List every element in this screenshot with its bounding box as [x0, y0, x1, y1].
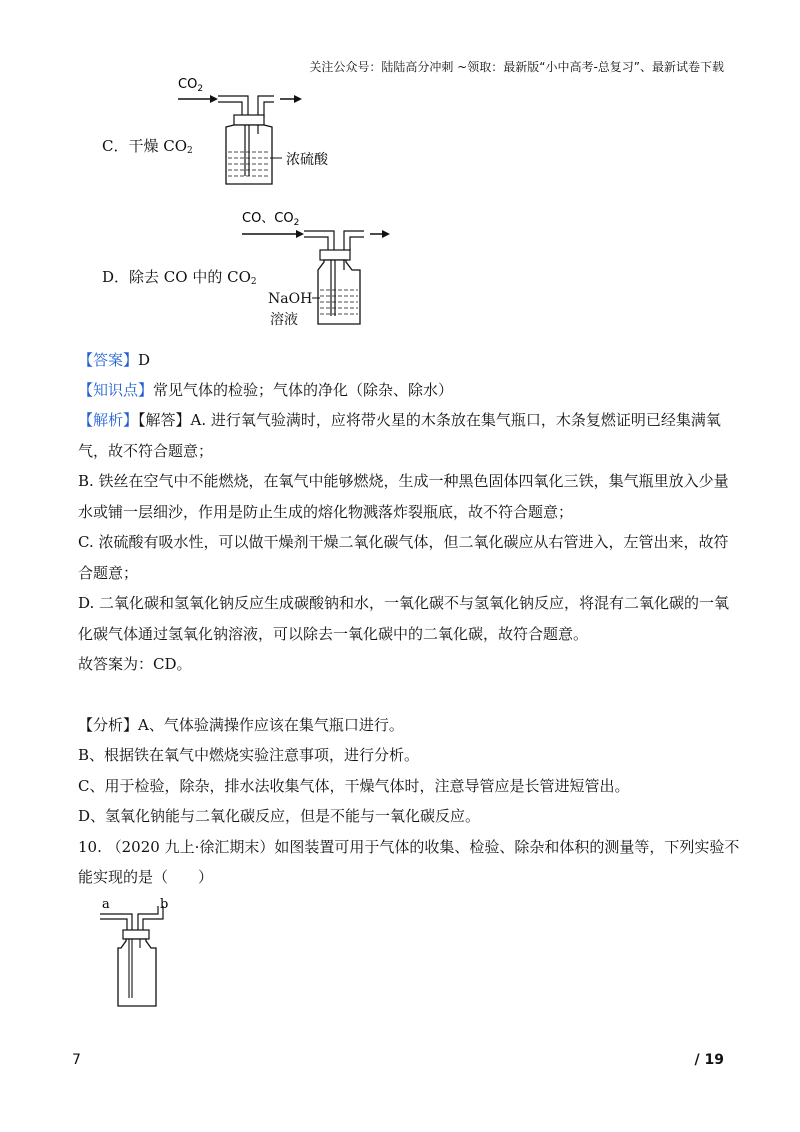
analysis-line-3: B. 铁丝在空气中不能燃烧，在氧气中能够燃烧，生成一种黑色固体四氧化三铁，集气瓶里放入少量 [78, 472, 729, 490]
analysis-line-6: 合题意； [78, 564, 139, 582]
knowledge-line: 【知识点】常见气体的检验；气体的净化（除杂、除水） [78, 381, 454, 399]
option-c-label: C．干燥 $CO_2$ [102, 137, 193, 156]
option-c-figure [170, 72, 360, 187]
reagent-label-solution: 溶液 [270, 312, 298, 328]
question-10-line-1: 10. （2020 九上·徐汇期末）如图装置可用于气体的收集、检验、除杂和体积的测量等，下列实验不 [78, 838, 740, 856]
question-10-figure [96, 896, 186, 1011]
gas-label: CO、$CO_2$ [242, 211, 300, 228]
answer-tag: 【答案】 [78, 351, 139, 369]
page-total: / 19 [694, 1052, 724, 1068]
question-10-line-2: 能实现的是（ ） [78, 868, 214, 886]
analysis-line-8: 化碳气体通过氢氧化钠溶液，可以除去一氧化碳中的二氧化碳，故符合题意。 [78, 625, 589, 643]
answer-line: 【答案】D [78, 351, 151, 369]
label-a: a [102, 897, 110, 912]
knowledge-tag: 【知识点】 [78, 381, 154, 399]
analysis-line-7: D. 二氧化碳和氢氧化钠反应生成碳酸钠和水，一氧化碳不与氢氧化钠反应，将混有二氧化碳的一氧 [78, 594, 730, 612]
page-header: 关注公众号：陆陆高分冲刺 ~领取：最新版“小中高考-总复习”、最新试卷下载 [309, 60, 724, 74]
page-number: 7 [72, 1052, 81, 1068]
analysis-tag: 【解析】 [78, 411, 139, 429]
fenxi-line-4: D、氢氧化钠能与二氧化碳反应，但是不能与一氧化碳反应。 [78, 807, 481, 825]
fenxi-line-2: B、根据铁在氧气中燃烧实验注意事项，进行分析。 [78, 746, 420, 764]
reagent-label-naoh: NaOH [268, 291, 313, 307]
analysis-line-2: 气，故不符合题意； [78, 442, 214, 460]
label-b: b [160, 897, 169, 912]
option-d-figure [236, 206, 406, 328]
fenxi-line-1: 【分析】A、气体验满操作应该在集气瓶口进行。 [78, 716, 404, 734]
reagent-label: 浓硫酸 [286, 152, 328, 168]
option-d-label: D．除去 CO 中的 $CO_2$ [102, 268, 257, 287]
gas-label: $CO_2$ [178, 77, 204, 94]
analysis-line-1: 【解析】【解答】A. 进行氧气验满时，应将带火星的木条放在集气瓶口，木条复燃证明已经集满氧 [78, 411, 721, 429]
analysis-line-4: 水或铺一层细沙，作用是防止生成的熔化物溅落炸裂瓶底，故不符合题意； [78, 503, 574, 521]
fenxi-line-3: C、用于检验，除杂，排水法收集气体，干燥气体时，注意导管应是长管进短管出。 [78, 777, 630, 795]
analysis-line-9: 故答案为：CD。 [78, 655, 192, 673]
analysis-line-5: C. 浓硫酸有吸水性，可以做干燥剂干燥二氧化碳气体，但二氧化碳应从右管进入，左管出来，故符 [78, 533, 729, 551]
